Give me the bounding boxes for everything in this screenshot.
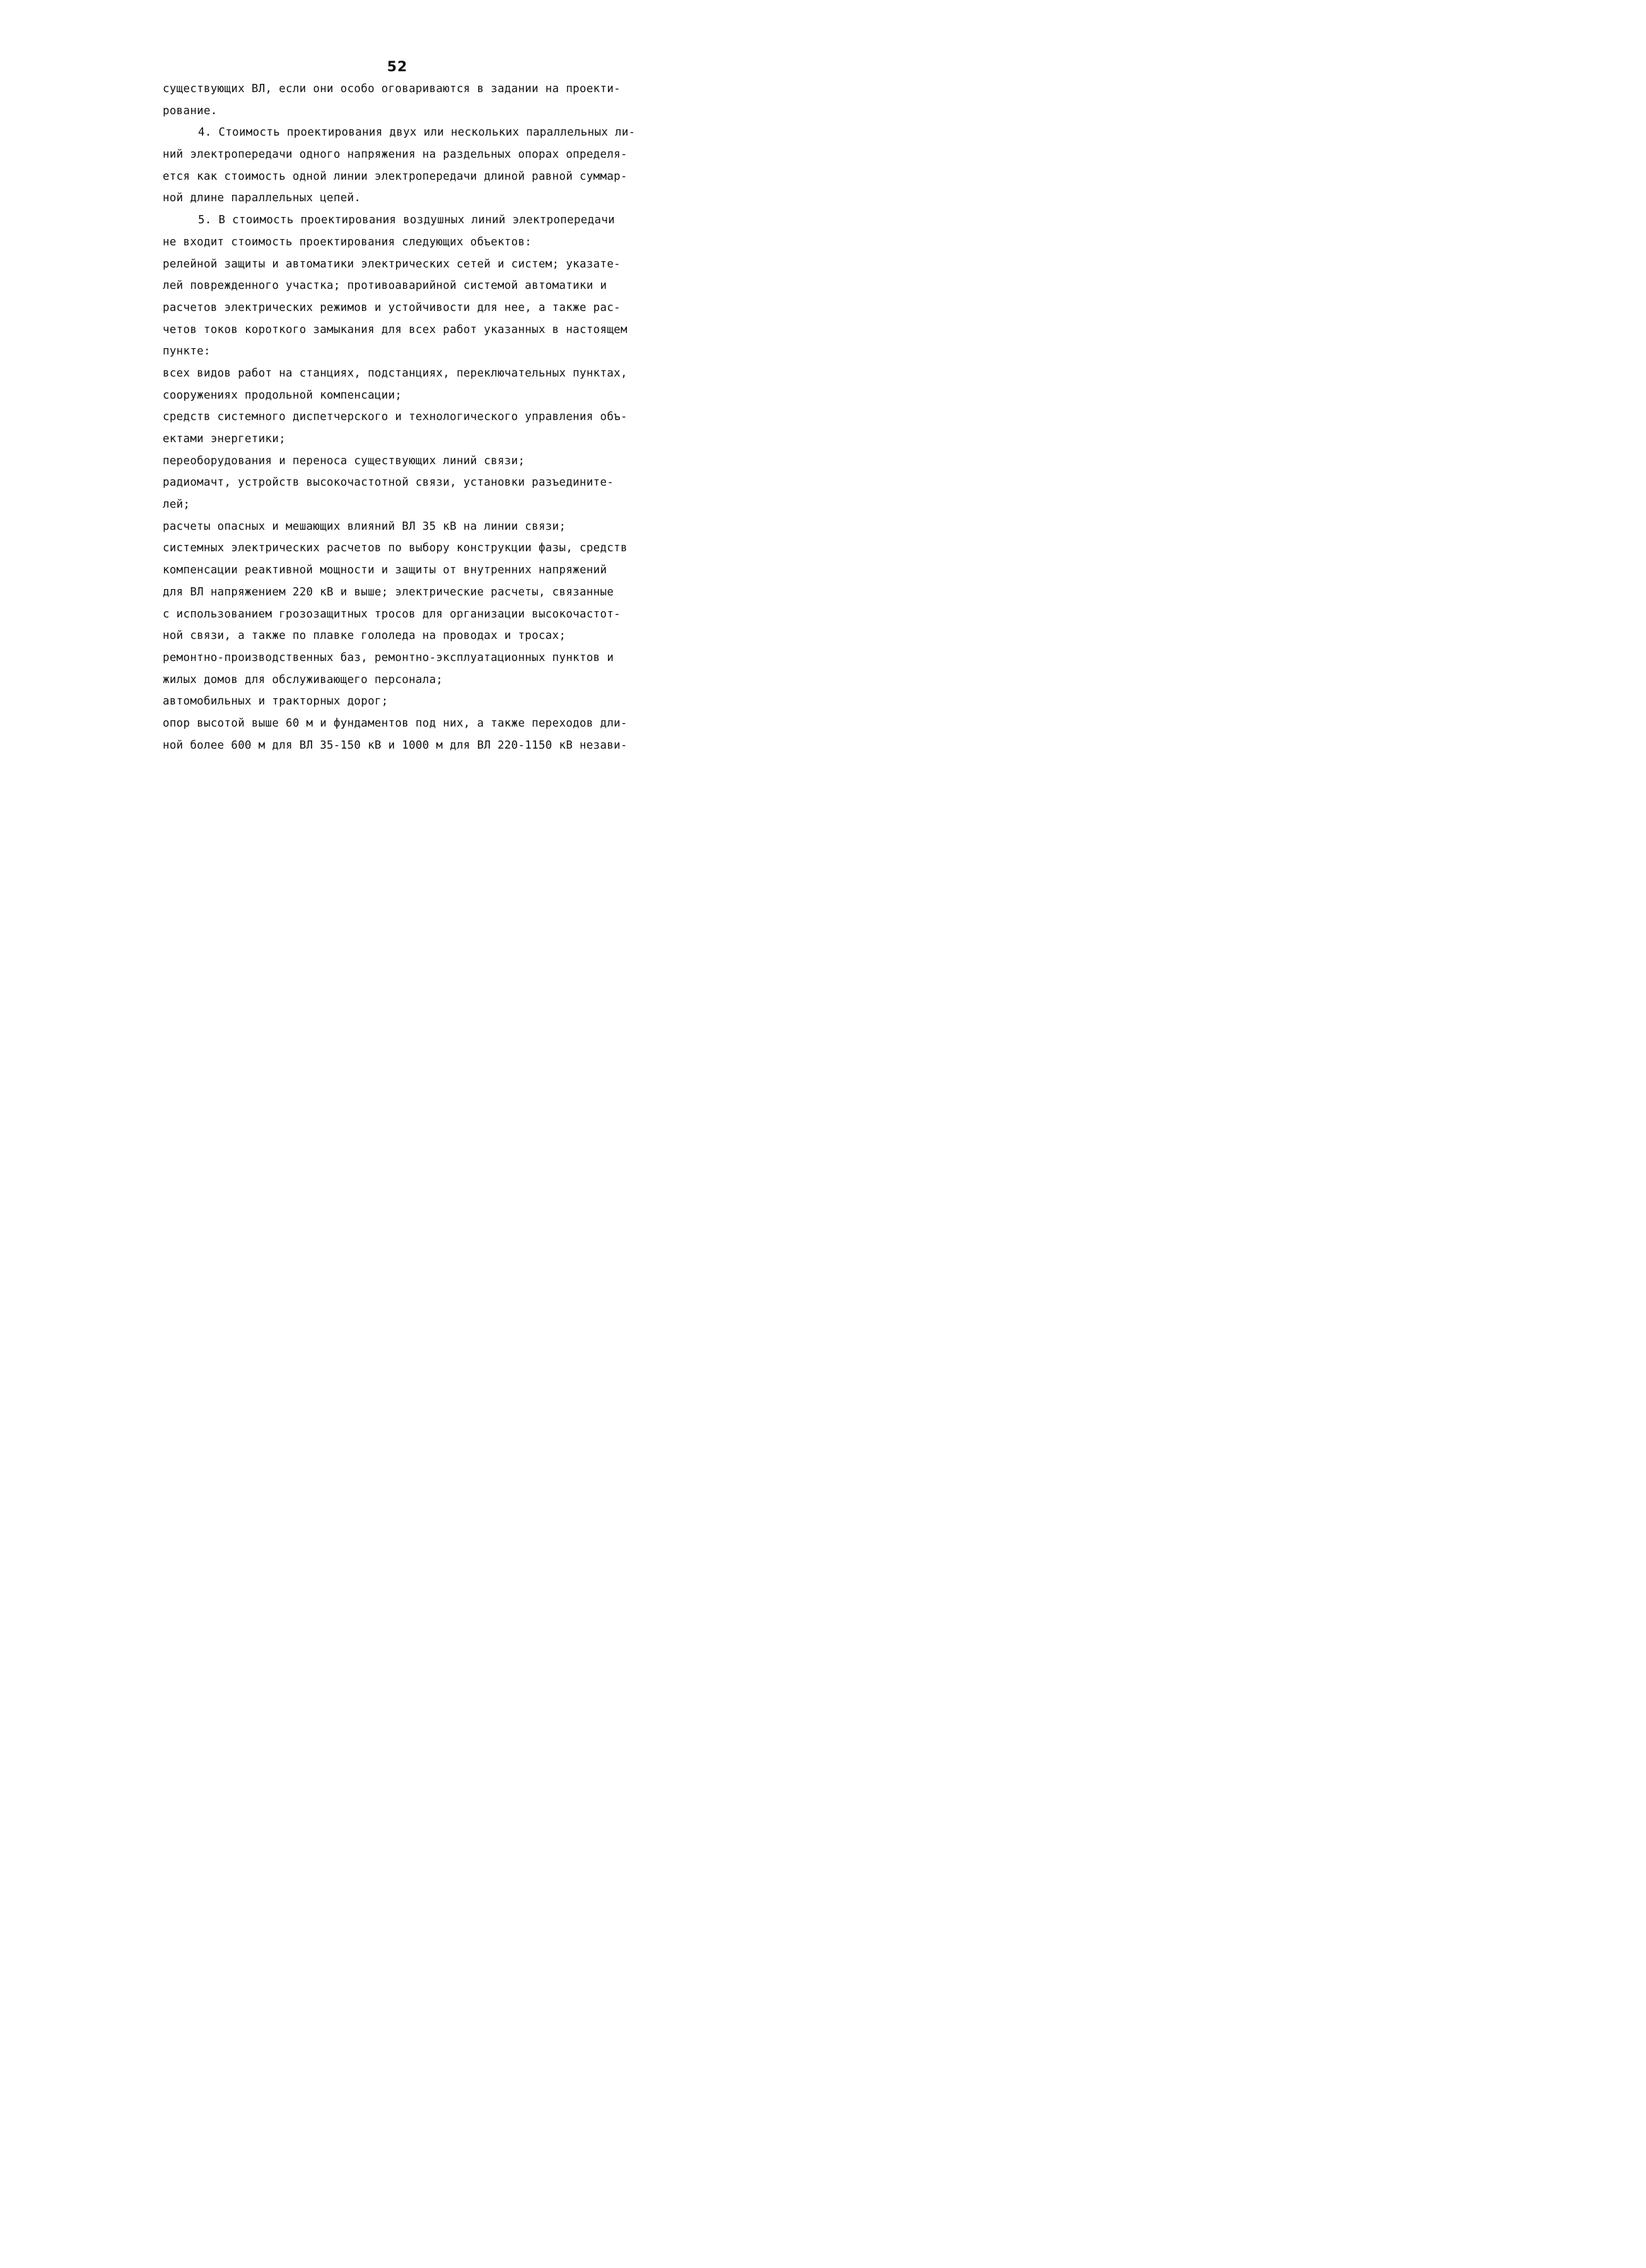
- text-line: радиомачт, устройств высокочастотной связи, установки разъедините-: [163, 476, 614, 489]
- text-line: средств системного диспетчерского и технологического управления объ-: [163, 411, 627, 424]
- text-line: ной длине параллельных цепей.: [163, 192, 361, 205]
- text-line: релейной защиты и автоматики электрических сетей и систем; указате-: [163, 257, 621, 271]
- text-line: ний электропередачи одного напряжения на раздельных опорах определя-: [163, 148, 627, 161]
- text-line: 4. Стоимость проектирования двух или нескольких параллельных ли-: [198, 126, 636, 139]
- text-line: жилых домов для обслуживающего персонала;: [163, 673, 443, 686]
- text-line: автомобильных и тракторных дорог;: [163, 695, 388, 708]
- document-body: [163, 78, 642, 756]
- text-line: сооружениях продольной компенсации;: [163, 389, 402, 402]
- text-line: 5. В стоимость проектирования воздушных линий электропередачи: [198, 214, 615, 227]
- text-line: ремонтно-производственных баз, ремонтно-эксплуатационных пунктов и: [163, 651, 614, 664]
- text-line: с использованием грозозащитных тросов для организации высокочастот-: [163, 607, 621, 621]
- text-line: лей;: [163, 498, 190, 511]
- text-line: существующих ВЛ, если они особо оговариваются в задании на проекти-: [163, 83, 621, 95]
- text-line: переоборудования и переноса существующих линий связи;: [163, 454, 525, 467]
- text-line: опор высотой выше 60 м и фундаментов под них, а также переходов дли-: [163, 716, 627, 730]
- text-line: ной связи, а также по плавке гололеда на проводах и тросах;: [163, 629, 566, 643]
- text-line: рование.: [163, 104, 218, 117]
- text-line: лей поврежденного участка; противоаварийной системой автоматики и: [163, 279, 607, 293]
- text-line: не входит стоимость проектирования следующих объектов:: [163, 235, 532, 248]
- text-line: для ВЛ напряжением 220 кВ и выше; электрические расчеты, связанные: [163, 585, 614, 599]
- text-line: расчетов электрических режимов и устойчивости для нее, а также рас-: [163, 301, 621, 314]
- text-line: компенсации реактивной мощности и защиты от внутренних напряжений: [163, 564, 607, 577]
- text-line: всех видов работ на станциях, подстанциях, переключательных пунктах,: [163, 366, 627, 380]
- text-line: ной более 600 м для ВЛ 35-150 кВ и 1000 м для ВЛ 220-1150 кВ незави-: [163, 739, 627, 752]
- text-line: четов токов короткого замыкания для всех работ указанных в настоящем: [163, 323, 627, 336]
- text-line: системных электрических расчетов по выбору конструкции фазы, средств: [163, 542, 627, 555]
- text-line: пункте:: [163, 345, 211, 358]
- page-number: 52: [387, 59, 408, 75]
- text-line: ектами энергетики;: [163, 433, 286, 445]
- text-line: ется как стоимость одной линии электропередачи длиной равной суммар-: [163, 170, 627, 183]
- text-line: расчеты опасных и мешающих влияний ВЛ 35 кВ на линии связи;: [163, 520, 566, 533]
